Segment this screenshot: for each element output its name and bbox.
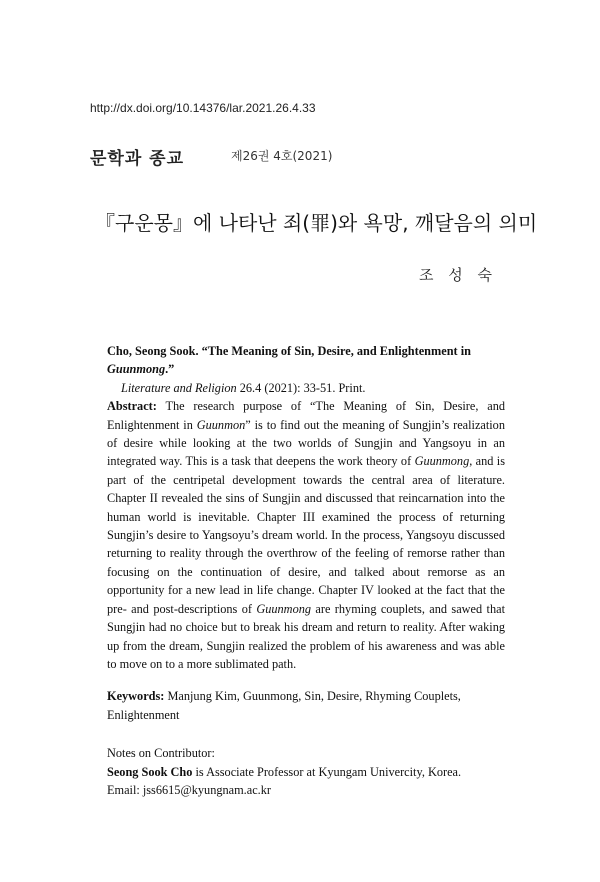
author-korean: 조 성 숙: [418, 266, 497, 284]
journal-logo: 문학과 종교: [90, 149, 185, 169]
keywords: Keywords: Manjung Kim, Guunmong, Sin, Desire, Rhyming Couplets, Enlightenment: [107, 689, 461, 722]
contributor-name: Seong Sook Cho: [107, 764, 193, 779]
doi-link[interactable]: http://dx.doi.org/10.14376/lar.2021.26.4.33: [90, 101, 316, 115]
notes-affiliation: Seong Sook Cho is Associate Professor at Kyungam Univercity, Korea.: [107, 764, 462, 779]
citation-details: Literature and Religion 26.4 (2021): 33-51. Print.: [121, 380, 366, 395]
contributor-email[interactable]: Email: jss6615@kyungnam.ac.kr: [107, 782, 271, 797]
journal-issue: 제26권 4호(2021): [231, 149, 333, 163]
keywords-label: Keywords:: [107, 689, 165, 704]
abstract-label: Abstract:: [107, 399, 157, 414]
contributor-notes: [107, 744, 505, 799]
abstract-block: [107, 342, 505, 799]
abstract-text: Abstract: The research purpose of “The Meaning of Sin, Desire, and Enlightenment in Guunmon” is to find out the meaning of Sungjin’s realization of desire while looking at the two worlds of Sungjin and Yangsoyu in an integrated way. This is a task that deepens the work theory of Guunmong, and is part of the centripetal development towards the central area of literature. Chapter II revealed the sins of Sungjin and discussed that reincarnation into the human world is inevitable. Chapter III examined the process of returning Sungjin’s desire to Yangsoyu’s dream world. In the process, Yangsoyu discussed returning to reality through the overthrow of the feeling of remorse rather than focusing on the continuation of desire, and talked about remorse as an opportunity for a new lead in life change. Chapter IV looked at the fact that the pre- and post-descriptions of Guunmong are rhyming couplets, and sawed that Sungjin had no choice but to break his dream and return to reality. After waking up from the dream, Sungjin realized the problem of his awareness and was able to move on to a more sublimated path.: [107, 399, 506, 671]
citation: [107, 342, 505, 397]
notes-heading: Notes on Contributor:: [107, 746, 215, 761]
paper-title: 『구운몽』에 나타난 죄(罪)와 욕망, 깨달음의 의미: [95, 211, 538, 235]
citation-head: Cho, Seong Sook. “The Meaning of Sin, Desire, and Enlightenment in Guunmong.”: [107, 344, 471, 377]
